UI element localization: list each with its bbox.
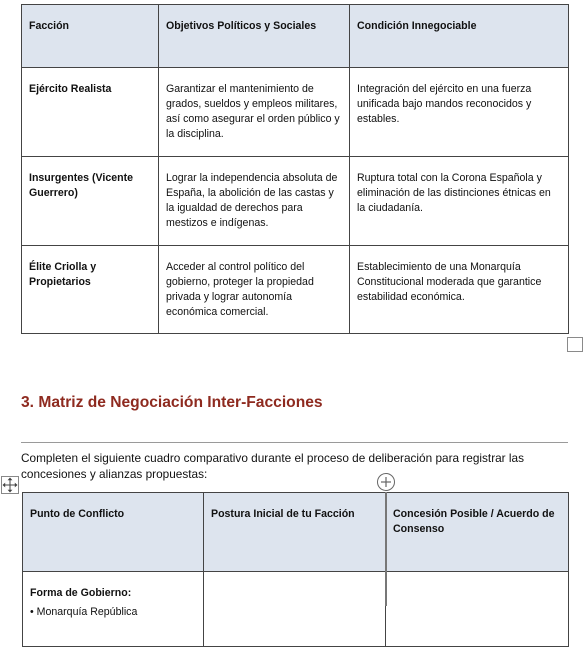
- table-row: [22, 68, 569, 157]
- condition-cell[interactable]: Establecimiento de una Monarquía Constitucional moderada que garantice estabilidad económica.: [350, 246, 569, 334]
- negotiation-table: [22, 492, 569, 647]
- faction-cell[interactable]: Insurgentes (Vicente Guerrero): [22, 157, 159, 246]
- conflict-point-detail: • Monarquía República: [30, 606, 138, 618]
- table-row: [22, 157, 569, 246]
- header-cell-punto[interactable]: Punto de Conflicto: [23, 493, 204, 572]
- concession-cell[interactable]: [386, 572, 569, 647]
- header-cell-concesion[interactable]: Concesión Posible / Acuerdo de Consenso: [386, 493, 569, 572]
- table-row: [23, 572, 569, 647]
- header-cell-faccion[interactable]: Facción: [22, 5, 159, 68]
- factions-table: [21, 4, 569, 334]
- objectives-cell[interactable]: Acceder al control político del gobierno, proteger la propiedad privada y lograr autonomía económica comercial.: [159, 246, 350, 334]
- intro-paragraph: Completen el siguiente cuadro comparativo durante el proceso de deliberación para registrar las concesiones y alianzas propuestas:: [21, 451, 524, 481]
- header-cell-postura[interactable]: Postura Inicial de tu Facción: [204, 493, 386, 572]
- column-resize-guide[interactable]: [385, 492, 387, 606]
- objectives-cell[interactable]: Garantizar el mantenimiento de grados, sueldos y empleos militares, así como asegurar el orden público y la disciplina.: [159, 68, 350, 157]
- condition-cell[interactable]: Ruptura total con la Corona Española y eliminación de las distinciones étnicas en la ciudadanía.: [350, 157, 569, 246]
- table-header-row: [22, 5, 569, 68]
- divider: [21, 442, 568, 443]
- move-cross-icon[interactable]: [1, 476, 19, 494]
- objectives-cell[interactable]: Lograr la independencia absoluta de España, la abolición de las castas y la igualdad de derechos para mestizos e indígenas.: [159, 157, 350, 246]
- plus-circle-icon[interactable]: [376, 472, 396, 492]
- table-row: [22, 246, 569, 334]
- conflict-point-cell[interactable]: [23, 572, 204, 647]
- header-cell-condicion[interactable]: Condición Innegociable: [350, 5, 569, 68]
- faction-cell[interactable]: Élite Criolla y Propietarios: [22, 246, 159, 334]
- conflict-point-label: Forma de Gobierno:: [30, 587, 132, 599]
- header-cell-objetivos[interactable]: Objetivos Políticos y Sociales: [159, 5, 350, 68]
- faction-cell[interactable]: Ejército Realista: [22, 68, 159, 157]
- stance-cell[interactable]: [204, 572, 386, 647]
- section-title: 3. Matriz de Negociación Inter-Facciones: [21, 394, 323, 411]
- table-header-row: [23, 493, 569, 572]
- condition-cell[interactable]: Integración del ejército en una fuerza unificada bajo mandos reconocidos y estables.: [350, 68, 569, 157]
- resize-handle-icon[interactable]: [567, 337, 583, 352]
